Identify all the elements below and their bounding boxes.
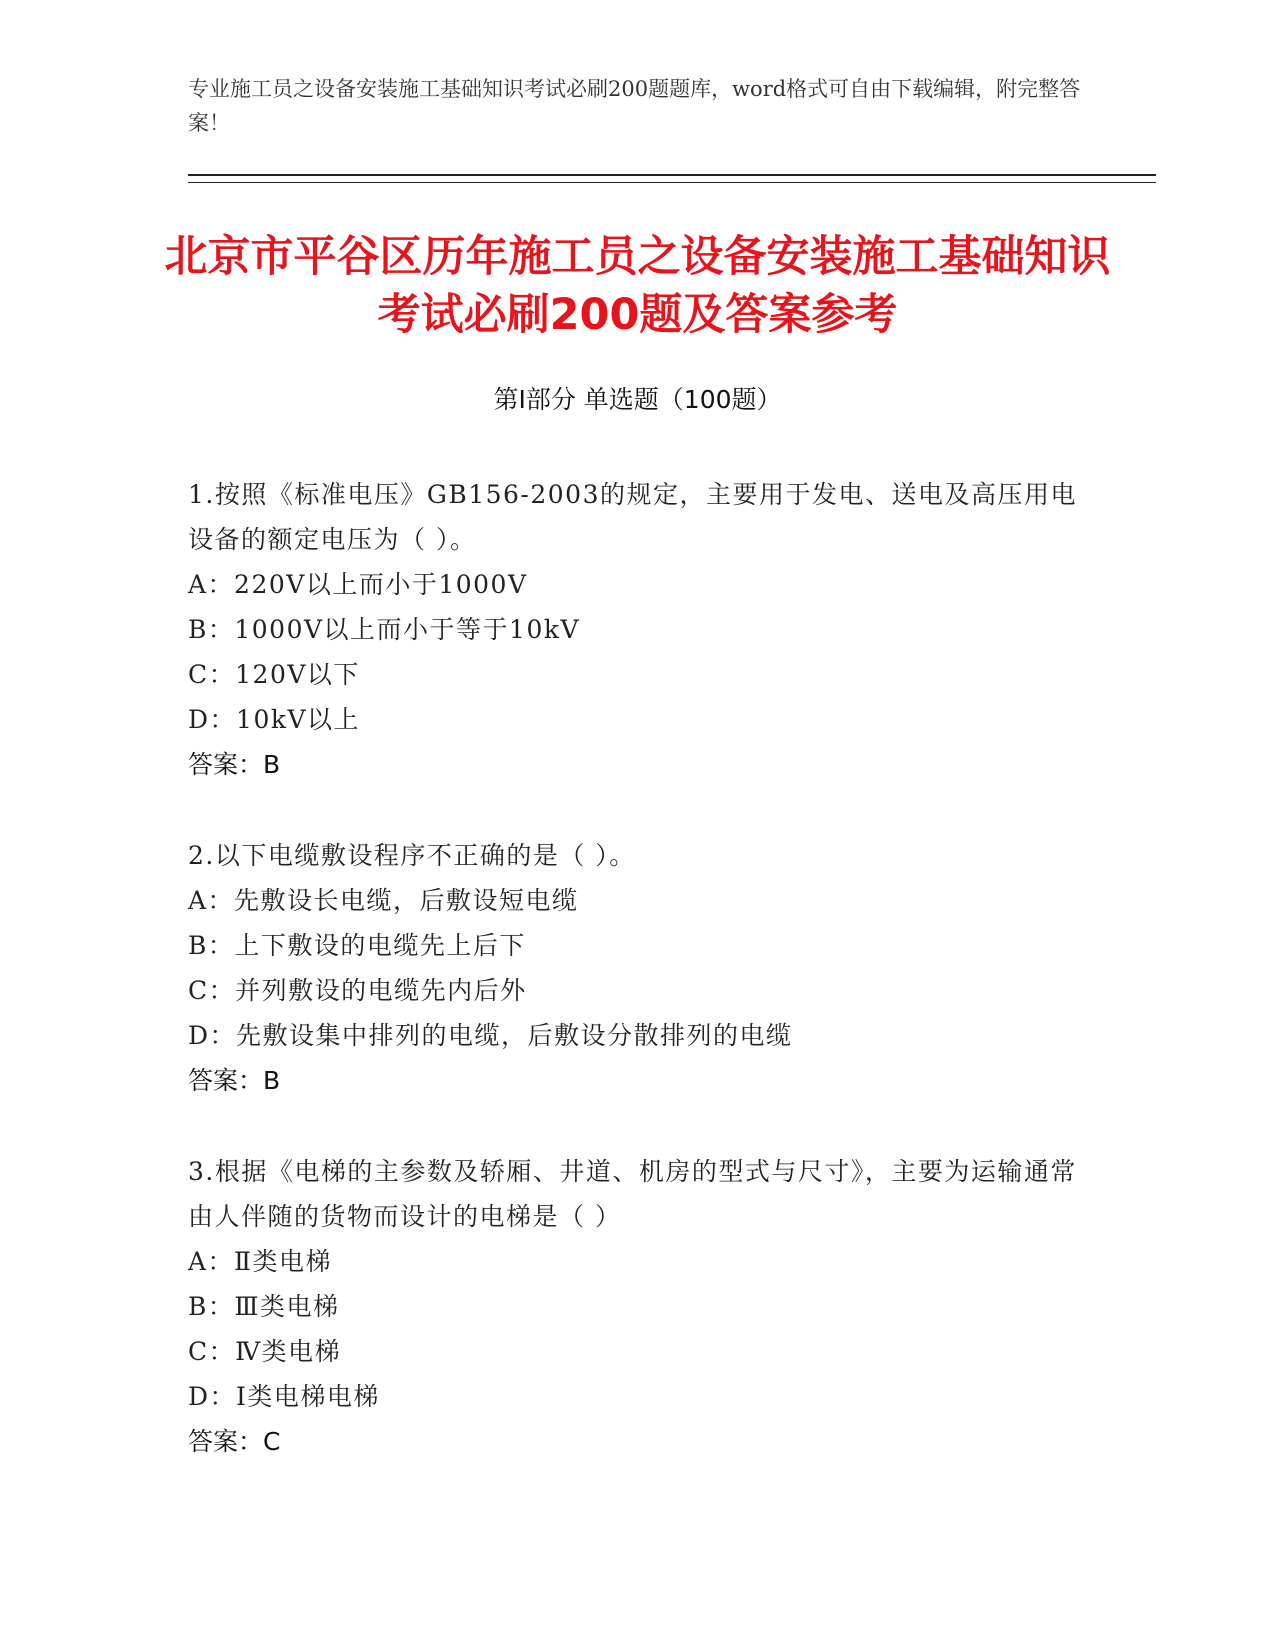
option-b: B：上下敷设的电缆先上后下	[188, 931, 526, 960]
question-text: 2.以下电缆敷设程序不正确的是（ ）。	[188, 841, 636, 870]
option-c: C：Ⅳ类电梯	[188, 1337, 342, 1366]
question-text: 1.按照《标准电压》GB156-2003的规定，主要用于发电、送电及高压用电设备的额定电压为（ ）。	[188, 480, 1077, 554]
option-d: D：Ⅰ类电梯电梯	[188, 1382, 380, 1411]
answer-line: 答案：B	[188, 750, 281, 779]
header-divider-thin	[188, 182, 1156, 183]
question-2	[188, 833, 1078, 1103]
question-text: 3.根据《电梯的主参数及轿厢、井道、机房的型式与尺寸》，主要为运输通常由人伴随的货物而设计的电梯是（ ）	[188, 1157, 1077, 1231]
option-c: C：并列敷设的电缆先内后外	[188, 976, 527, 1005]
question-1	[188, 472, 1078, 787]
document-title: 北京市平谷区历年施工员之设备安装施工基础知识考试必刷200题及答案参考	[164, 232, 1111, 340]
question-3	[188, 1149, 1078, 1464]
option-b: B：Ⅲ类电梯	[188, 1292, 340, 1321]
header-divider-thick	[188, 174, 1156, 176]
section-title: 第Ⅰ部分 单选题（100题）	[493, 385, 782, 414]
option-b: B：1000V以上而小于等于10kV	[188, 615, 581, 644]
option-a: A：先敷设长电缆，后敷设短电缆	[188, 886, 579, 915]
answer-line: 答案：B	[188, 1066, 281, 1095]
option-a: A：Ⅱ类电梯	[188, 1247, 333, 1276]
option-c: C：120V以下	[188, 660, 360, 689]
option-d: D：先敷设集中排列的电缆，后敷设分散排列的电缆	[188, 1021, 793, 1050]
option-d: D：10kV以上	[188, 705, 361, 734]
question-list	[188, 472, 1078, 1510]
header-note: 专业施工员之设备安装施工基础知识考试必刷200题题库，word格式可自由下载编辑，附完整答案！	[188, 77, 1081, 135]
option-a: A：220V以上而小于1000V	[188, 570, 528, 599]
answer-line: 答案：C	[188, 1427, 281, 1456]
